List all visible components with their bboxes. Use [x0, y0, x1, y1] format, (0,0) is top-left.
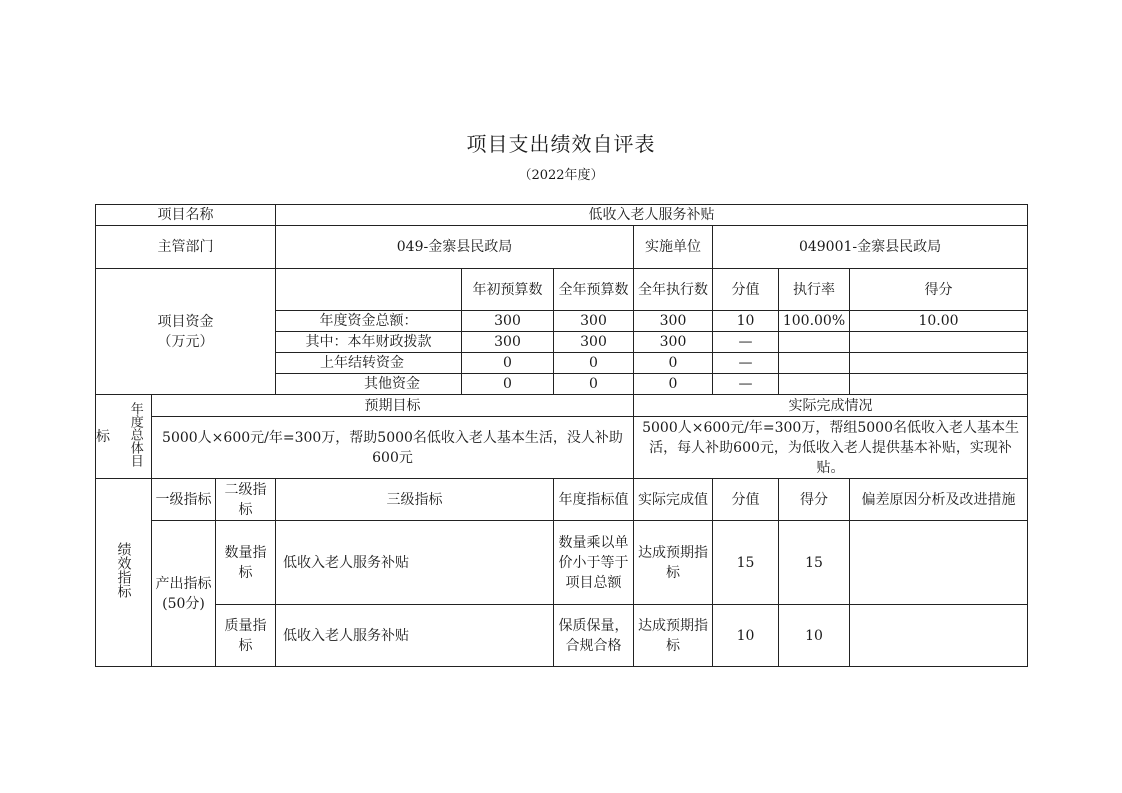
expected-goal-label: 预期目标 — [152, 395, 634, 417]
row-indicators-header — [96, 479, 1028, 521]
expected-goal-text: 5000人×600元/年=300万，帮助5000名低收入老人基本生活，没人补助600元 — [152, 417, 634, 479]
indicator-level3: 低收入老人服务补贴 — [276, 605, 554, 667]
page-title: 项目支出绩效自评表 — [466, 132, 656, 156]
funds-cell — [779, 332, 850, 353]
funds-cell: 10.00 — [850, 311, 1028, 332]
actual-goal-text: 5000人×600元/年=300万，帮组5000名低收入老人基本生活，每人补助600元，为低收入老人提供基本补贴，实现补贴。 — [634, 417, 1028, 479]
indicator-level1: 产出指标(50分) — [152, 521, 216, 667]
row-goals-content — [96, 417, 1028, 479]
funds-row-label: 其他资金 — [276, 374, 462, 395]
goals-col-a: 标 — [96, 395, 120, 479]
indicator-reason — [850, 521, 1028, 605]
actual-goal-label: 实际完成情况 — [634, 395, 1028, 417]
indicator-header-reason: 偏差原因分析及改进措施 — [850, 479, 1028, 521]
indicators-section-text: 绩效指标 — [115, 541, 132, 598]
row-project-name — [96, 205, 1028, 226]
self-evaluation-table — [95, 204, 1028, 667]
funds-header-rate: 执行率 — [779, 269, 850, 311]
funds-cell: 0 — [634, 353, 713, 374]
funds-header-annual: 全年预算数 — [554, 269, 634, 311]
row-department — [96, 226, 1028, 269]
funds-header-initial: 年初预算数 — [462, 269, 554, 311]
funds-header-blank — [276, 269, 462, 311]
indicator-level2: 数量指标 — [216, 521, 276, 605]
funds-cell: 300 — [634, 332, 713, 353]
indicator-score: 10 — [779, 605, 850, 667]
impl-unit-label: 实施单位 — [634, 226, 713, 269]
indicator-header-score: 得分 — [779, 479, 850, 521]
funds-cell — [779, 353, 850, 374]
funds-header-score-value: 分值 — [713, 269, 779, 311]
funds-label — [96, 269, 276, 395]
indicator-actual: 达成预期指标 — [634, 521, 713, 605]
funds-label-line2: （万元） — [157, 333, 214, 350]
impl-unit-value: 049001-金寨县民政局 — [713, 226, 1028, 269]
indicator-score-value: 15 — [713, 521, 779, 605]
dept-value: 049-金寨县民政局 — [276, 226, 634, 269]
funds-row-label: 其中：本年财政拨款 — [276, 332, 462, 353]
funds-cell: — — [713, 374, 779, 395]
indicator-header-actual: 实际完成值 — [634, 479, 713, 521]
funds-cell: 300 — [634, 311, 713, 332]
funds-cell: 300 — [554, 311, 634, 332]
funds-cell: 0 — [554, 374, 634, 395]
indicator-header-score-value: 分值 — [713, 479, 779, 521]
funds-cell — [850, 332, 1028, 353]
goals-col-b — [120, 395, 152, 479]
dept-label: 主管部门 — [96, 226, 276, 269]
page-subtitle-year: （2022年度） — [518, 168, 604, 183]
indicator-reason — [850, 605, 1028, 667]
funds-cell: 100.00% — [779, 311, 850, 332]
indicator-header-level3: 三级指标 — [276, 479, 554, 521]
funds-cell: 0 — [462, 374, 554, 395]
indicator-level2: 质量指标 — [216, 605, 276, 667]
indicator-level3: 低收入老人服务补贴 — [276, 521, 554, 605]
funds-cell: 300 — [554, 332, 634, 353]
funds-cell — [779, 374, 850, 395]
goals-col-b-text: 年度总体目 — [127, 402, 143, 467]
indicator-score: 15 — [779, 521, 850, 605]
funds-cell: — — [713, 353, 779, 374]
project-name-label: 项目名称 — [96, 205, 276, 226]
row-funds-header — [96, 269, 1028, 311]
funds-cell: 10 — [713, 311, 779, 332]
funds-cell: 300 — [462, 332, 554, 353]
row-goals-header — [96, 395, 1028, 417]
funds-header-executed: 全年执行数 — [634, 269, 713, 311]
funds-cell — [850, 374, 1028, 395]
indicator-row-quantity — [96, 521, 1028, 605]
indicator-target: 保质保量，合规合格 — [554, 605, 634, 667]
funds-cell: 0 — [554, 353, 634, 374]
funds-header-score: 得分 — [850, 269, 1028, 311]
funds-cell: 0 — [462, 353, 554, 374]
indicator-target: 数量乘以单价小于等于项目总额 — [554, 521, 634, 605]
indicator-header-target: 年度指标值 — [554, 479, 634, 521]
project-name-value: 低收入老人服务补贴 — [276, 205, 1028, 226]
indicator-row-quality — [96, 605, 1028, 667]
indicator-header-level2: 二级指标 — [216, 479, 276, 521]
indicator-actual: 达成预期指标 — [634, 605, 713, 667]
funds-row-label: 上年结转资金 — [276, 353, 462, 374]
indicator-score-value: 10 — [713, 605, 779, 667]
funds-cell — [850, 353, 1028, 374]
funds-cell: 300 — [462, 311, 554, 332]
funds-cell: — — [713, 332, 779, 353]
indicators-section-label — [96, 479, 152, 667]
funds-cell: 0 — [634, 374, 713, 395]
indicator-header-level1: 一级指标 — [152, 479, 216, 521]
funds-label-line1: 项目资金 — [157, 313, 214, 330]
funds-row-label: 年度资金总额： — [276, 311, 462, 332]
